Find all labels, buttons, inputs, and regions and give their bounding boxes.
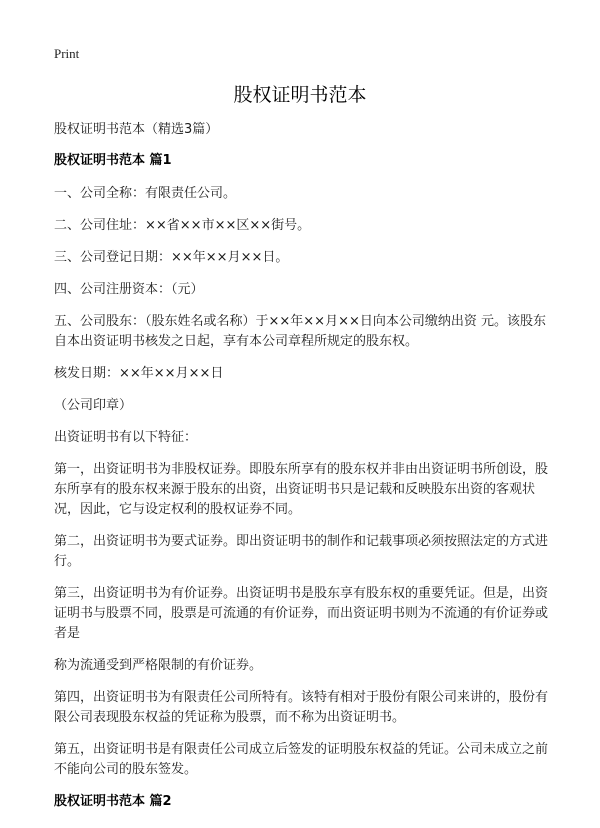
paragraph-feature-4: 第四，出资证明书为有限责任公司所特有。该特有相对于股份有限公司来讲的，股份有限公司表现股东权益的凭证称为股票，而不称为出资证明书。 [54, 690, 549, 725]
paragraph-feature-5: 第五，出资证明书是有限责任公司成立后签发的证明股东权益的凭证。公司未成立之前不能向公司的股东签发。 [54, 742, 549, 777]
paragraph-company-address: 二、公司住址：××省××市××区××街号。 [54, 218, 311, 233]
paragraph-registration-date: 三、公司登记日期：××年××月××日。 [54, 250, 289, 265]
paragraph-issue-date: 核发日期：××年××月××日 [54, 366, 224, 381]
paragraph-feature-1: 第一，出资证明书为非股权证券。即股东所享有的股东权并非由出资证明书所创设，股东所享有的股东权来源于股东的出资，出资证明书只是记载和反映股东出资的客观状况，因此，它与设定权利的股权证券不同。 [54, 462, 549, 517]
document-body [54, 120, 548, 812]
section-heading-1: 股权证明书范本 篇1 [54, 153, 172, 168]
document-subtitle: 股权证明书范本（精选3篇） [54, 122, 219, 137]
paragraph-company-name: 一、公司全称：有限责任公司。 [54, 186, 237, 201]
paragraph-feature-3-continued: 称为流通受到严格限制的有价证券。 [54, 658, 263, 673]
paragraph-features-intro: 出资证明书有以下特征： [54, 430, 198, 445]
paragraph-feature-3: 第三，出资证明书为有价证券。出资证明书是股东享有股东权的重要凭证。但是，出资证明书与股票不同，股票是可流通的有价证券，而出资证明书则为不流通的有价证券或者是 [54, 586, 549, 641]
print-link[interactable]: Print [54, 46, 80, 61]
section-heading-2: 股权证明书范本 篇2 [54, 794, 172, 809]
document-title: 股权证明书范本 [233, 84, 367, 106]
paragraph-company-seal: （公司印章） [54, 398, 133, 413]
paragraph-shareholders: 五、公司股东：（股东姓名或名称）于××年××月××日向本公司缴纳出资 元。该股东自本出资证明书核发之日起，享有本公司章程所规定的股东权。 [54, 314, 546, 349]
paragraph-feature-2: 第二，出资证明书为要式证券。即出资证明书的制作和记载事项必须按照法定的方式进行。 [54, 534, 549, 569]
paragraph-registered-capital: 四、公司注册资本：（元） [54, 282, 204, 297]
